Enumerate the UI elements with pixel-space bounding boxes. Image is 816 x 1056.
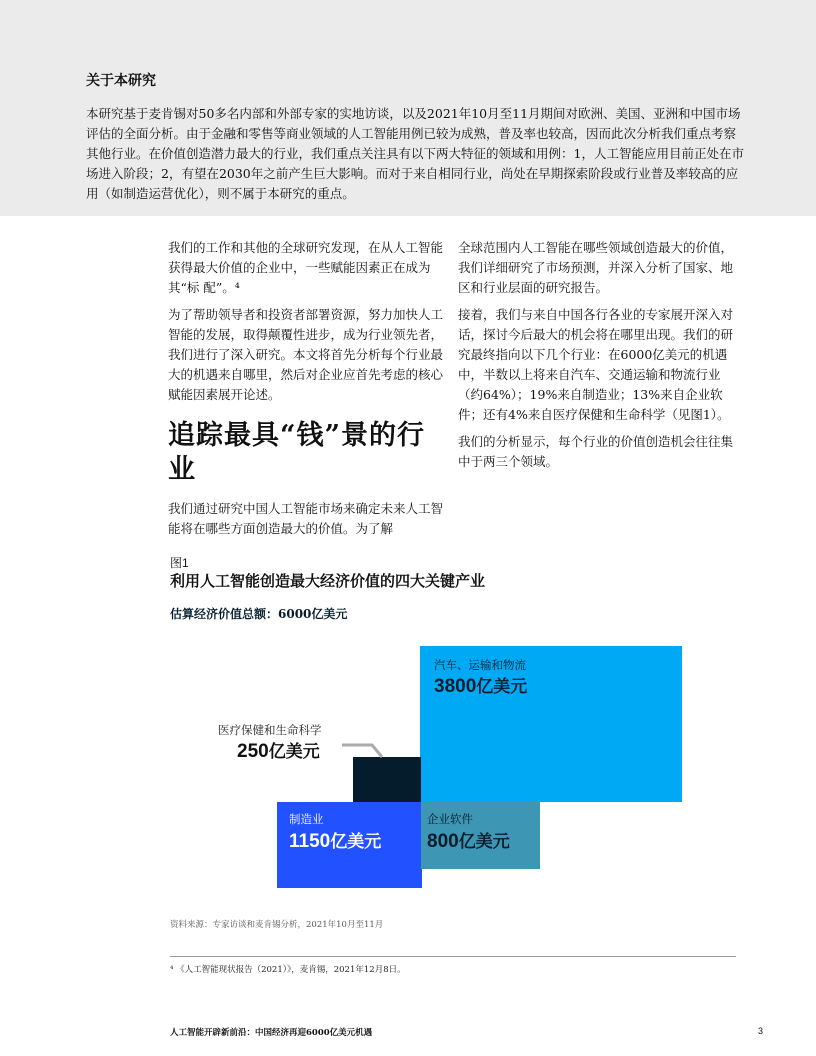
footnote: ⁴ 《人工智能现状报告（2021）》，麦肯锡，2021年12月8日。	[170, 965, 406, 975]
page-number: 3	[758, 1026, 764, 1036]
figure-subtitle: 估算经济价值总额：6000亿美元	[170, 607, 348, 621]
figure-source: 资料来源：专家访谈和麦肯锡分析，2021年10月至11月	[170, 920, 384, 930]
enterprise-value: 800亿美元	[427, 831, 510, 852]
health-value: 250亿美元	[237, 741, 320, 762]
footer-title: 人工智能开辟新前沿：中国经济再迎6000亿美元机遇	[170, 1028, 373, 1038]
section-heading: 追踪最具“钱”景的行业	[168, 420, 426, 485]
about-study-body: 本研究基于麦肯锡对50多名内部和外部专家的实地访谈，以及2021年10月至11月期间对欧洲、美国、亚洲和中国市场评估的全面分析。由于金融和零售等商业领域的人工智能用例已较为成熟，普及率也较高，因而此次分析我们重点考察其他行业。在价值创造潜力最大的行业，我们重点关注具有以下两大特征的领域和用例：1，人工智能应用目前正处在市场进入阶段；2，有望在2030年之前产生巨大影响。而对于来自相同行业，尚处在早期探索阶段或行业普及率较高的应用（如制造运营优化），则不属于本研究的重点。	[86, 106, 744, 201]
figure-title: 利用人工智能创造最大经济价值的四大关键产业	[170, 572, 486, 590]
left-paragraph-3: 我们通过研究中国人工智能市场来确定未来人工智能将在哪些方面创造最大的价值。为了解	[168, 501, 444, 536]
about-study-title: 关于本研究	[86, 73, 156, 89]
manufacturing-value: 1150亿美元	[289, 831, 382, 852]
right-paragraph-3: 我们的分析显示，每个行业的价值创造机会往往集中于两三个领域。	[458, 434, 734, 469]
manufacturing-label: 制造业	[289, 812, 324, 826]
auto-label: 汽车、运输和物流	[434, 658, 526, 672]
left-paragraph-2: 为了帮助领导者和投资者部署资源，努力加快人工智能的发展，取得颠覆性进步，成为行业领先者，我们进行了深入研究。本文将首先分析每个行业最大的机遇来自哪里，然后对企业应首先考虑的核心赋能因素展开论述。	[168, 307, 444, 402]
right-paragraph-2: 接着，我们与来自中国各行各业的专家展开深入对话，探讨今后最大的机会将在哪里出现。我们的研究最终指向以下几个行业：在6000亿美元的机遇中，半数以上将来自汽车、交通运输和物流行业（约64%）；19%来自制造业；13%来自企业软件；还有4%来自医疗保健和生命科学（见图1）。	[458, 307, 734, 422]
health-label: 医疗保健和生命科学	[218, 723, 322, 737]
figure-label: 图1	[170, 556, 189, 570]
right-paragraph-1: 全球范围内人工智能在哪些领域创造最大的价值，我们详细研究了市场预测，并深入分析了国家、地区和行业层面的研究报告。	[458, 240, 734, 295]
left-paragraph-1: 我们的工作和其他的全球研究发现，在从人工智能获得最大价值的企业中，一些赋能因素正在成为其“标 配”。⁴	[168, 240, 444, 295]
auto-value: 3800亿美元	[434, 676, 528, 697]
footnote-divider	[170, 956, 736, 957]
enterprise-label: 企业软件	[427, 812, 473, 826]
